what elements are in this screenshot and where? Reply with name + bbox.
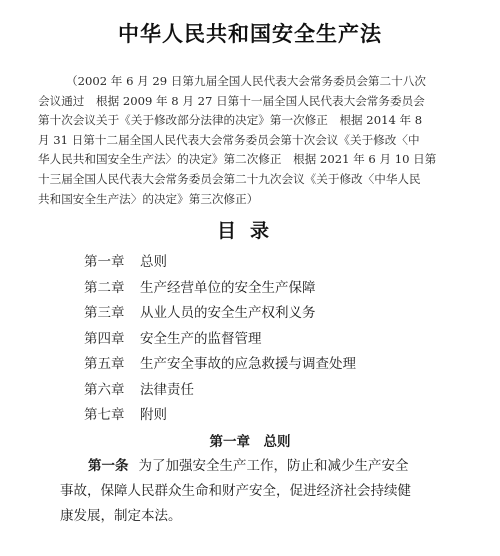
toc-chapter-number: 第二章 (84, 279, 125, 296)
toc-heading: 目录 (216, 220, 283, 242)
toc-item (84, 250, 356, 276)
toc-chapter-number: 第五章 (84, 356, 125, 372)
preamble-line: 华人民共和国安全生产法〉的决定》第二次修正 根据 2021 年 6 月 10 日第 (38, 152, 437, 167)
toc-chapter-number: 第六章 (84, 381, 125, 398)
table-of-contents (84, 250, 356, 429)
preamble (38, 72, 468, 209)
toc-item (84, 352, 356, 378)
article-label: 第一条 (88, 458, 129, 474)
preamble-line: 会议通过 根据 2009 年 8 月 27 日第十一届全国人民代表大会常务委员会 (38, 93, 425, 108)
toc-item (84, 327, 356, 353)
toc-chapter-title: 生产经营单位的安全生产保障 (140, 279, 316, 296)
chapter-heading: 第一章 总则 (209, 434, 291, 450)
toc-item (84, 301, 356, 327)
preamble-line: 月 31 日第十二届全国人民代表大会常务委员会第十次会议《关于修改〈中 (38, 132, 420, 147)
toc-item (84, 276, 356, 302)
preamble-line: 共和国安全生产法〉的决定》第三次修正） (38, 191, 259, 206)
preamble-line: （2002 年 6 月 29 日第九届全国人民代表大会常务委员会第二十八次 (66, 74, 426, 88)
toc-chapter-number: 第四章 (84, 330, 125, 347)
toc-chapter-number: 第一章 (84, 254, 125, 270)
toc-chapter-title: 生产安全事故的应急救援与调查处理 (140, 356, 356, 372)
article-line: 康发展，制定本法。 (60, 508, 182, 524)
toc-chapter-title: 附则 (140, 407, 167, 423)
preamble-line: 十三届全国人民代表大会常务委员会第二十九次会议《关于修改〈中华人民 (38, 171, 421, 186)
toc-chapter-number: 第七章 (84, 407, 125, 423)
article-line: 事故，保障人民群众生命和财产安全，促进经济社会持续健 (60, 483, 411, 499)
article-text: 为了加强安全生产工作，防止和减少生产安全 (138, 458, 409, 474)
toc-chapter-number: 第三章 (84, 305, 125, 321)
toc-item (84, 378, 356, 404)
article-1 (60, 454, 465, 529)
toc-chapter-title: 安全生产的监督管理 (140, 330, 262, 347)
document-title: 中华人民共和国安全生产法 (118, 22, 382, 46)
toc-chapter-title: 总则 (140, 254, 167, 270)
preamble-line: 第十次会议关于《关于修改部分法律的决定》第一次修正 根据 2014 年 8 (38, 113, 423, 128)
toc-chapter-title: 从业人员的安全生产权利义务 (140, 305, 316, 321)
article-line (60, 454, 465, 479)
toc-item (84, 403, 356, 429)
toc-chapter-title: 法律责任 (140, 381, 194, 398)
